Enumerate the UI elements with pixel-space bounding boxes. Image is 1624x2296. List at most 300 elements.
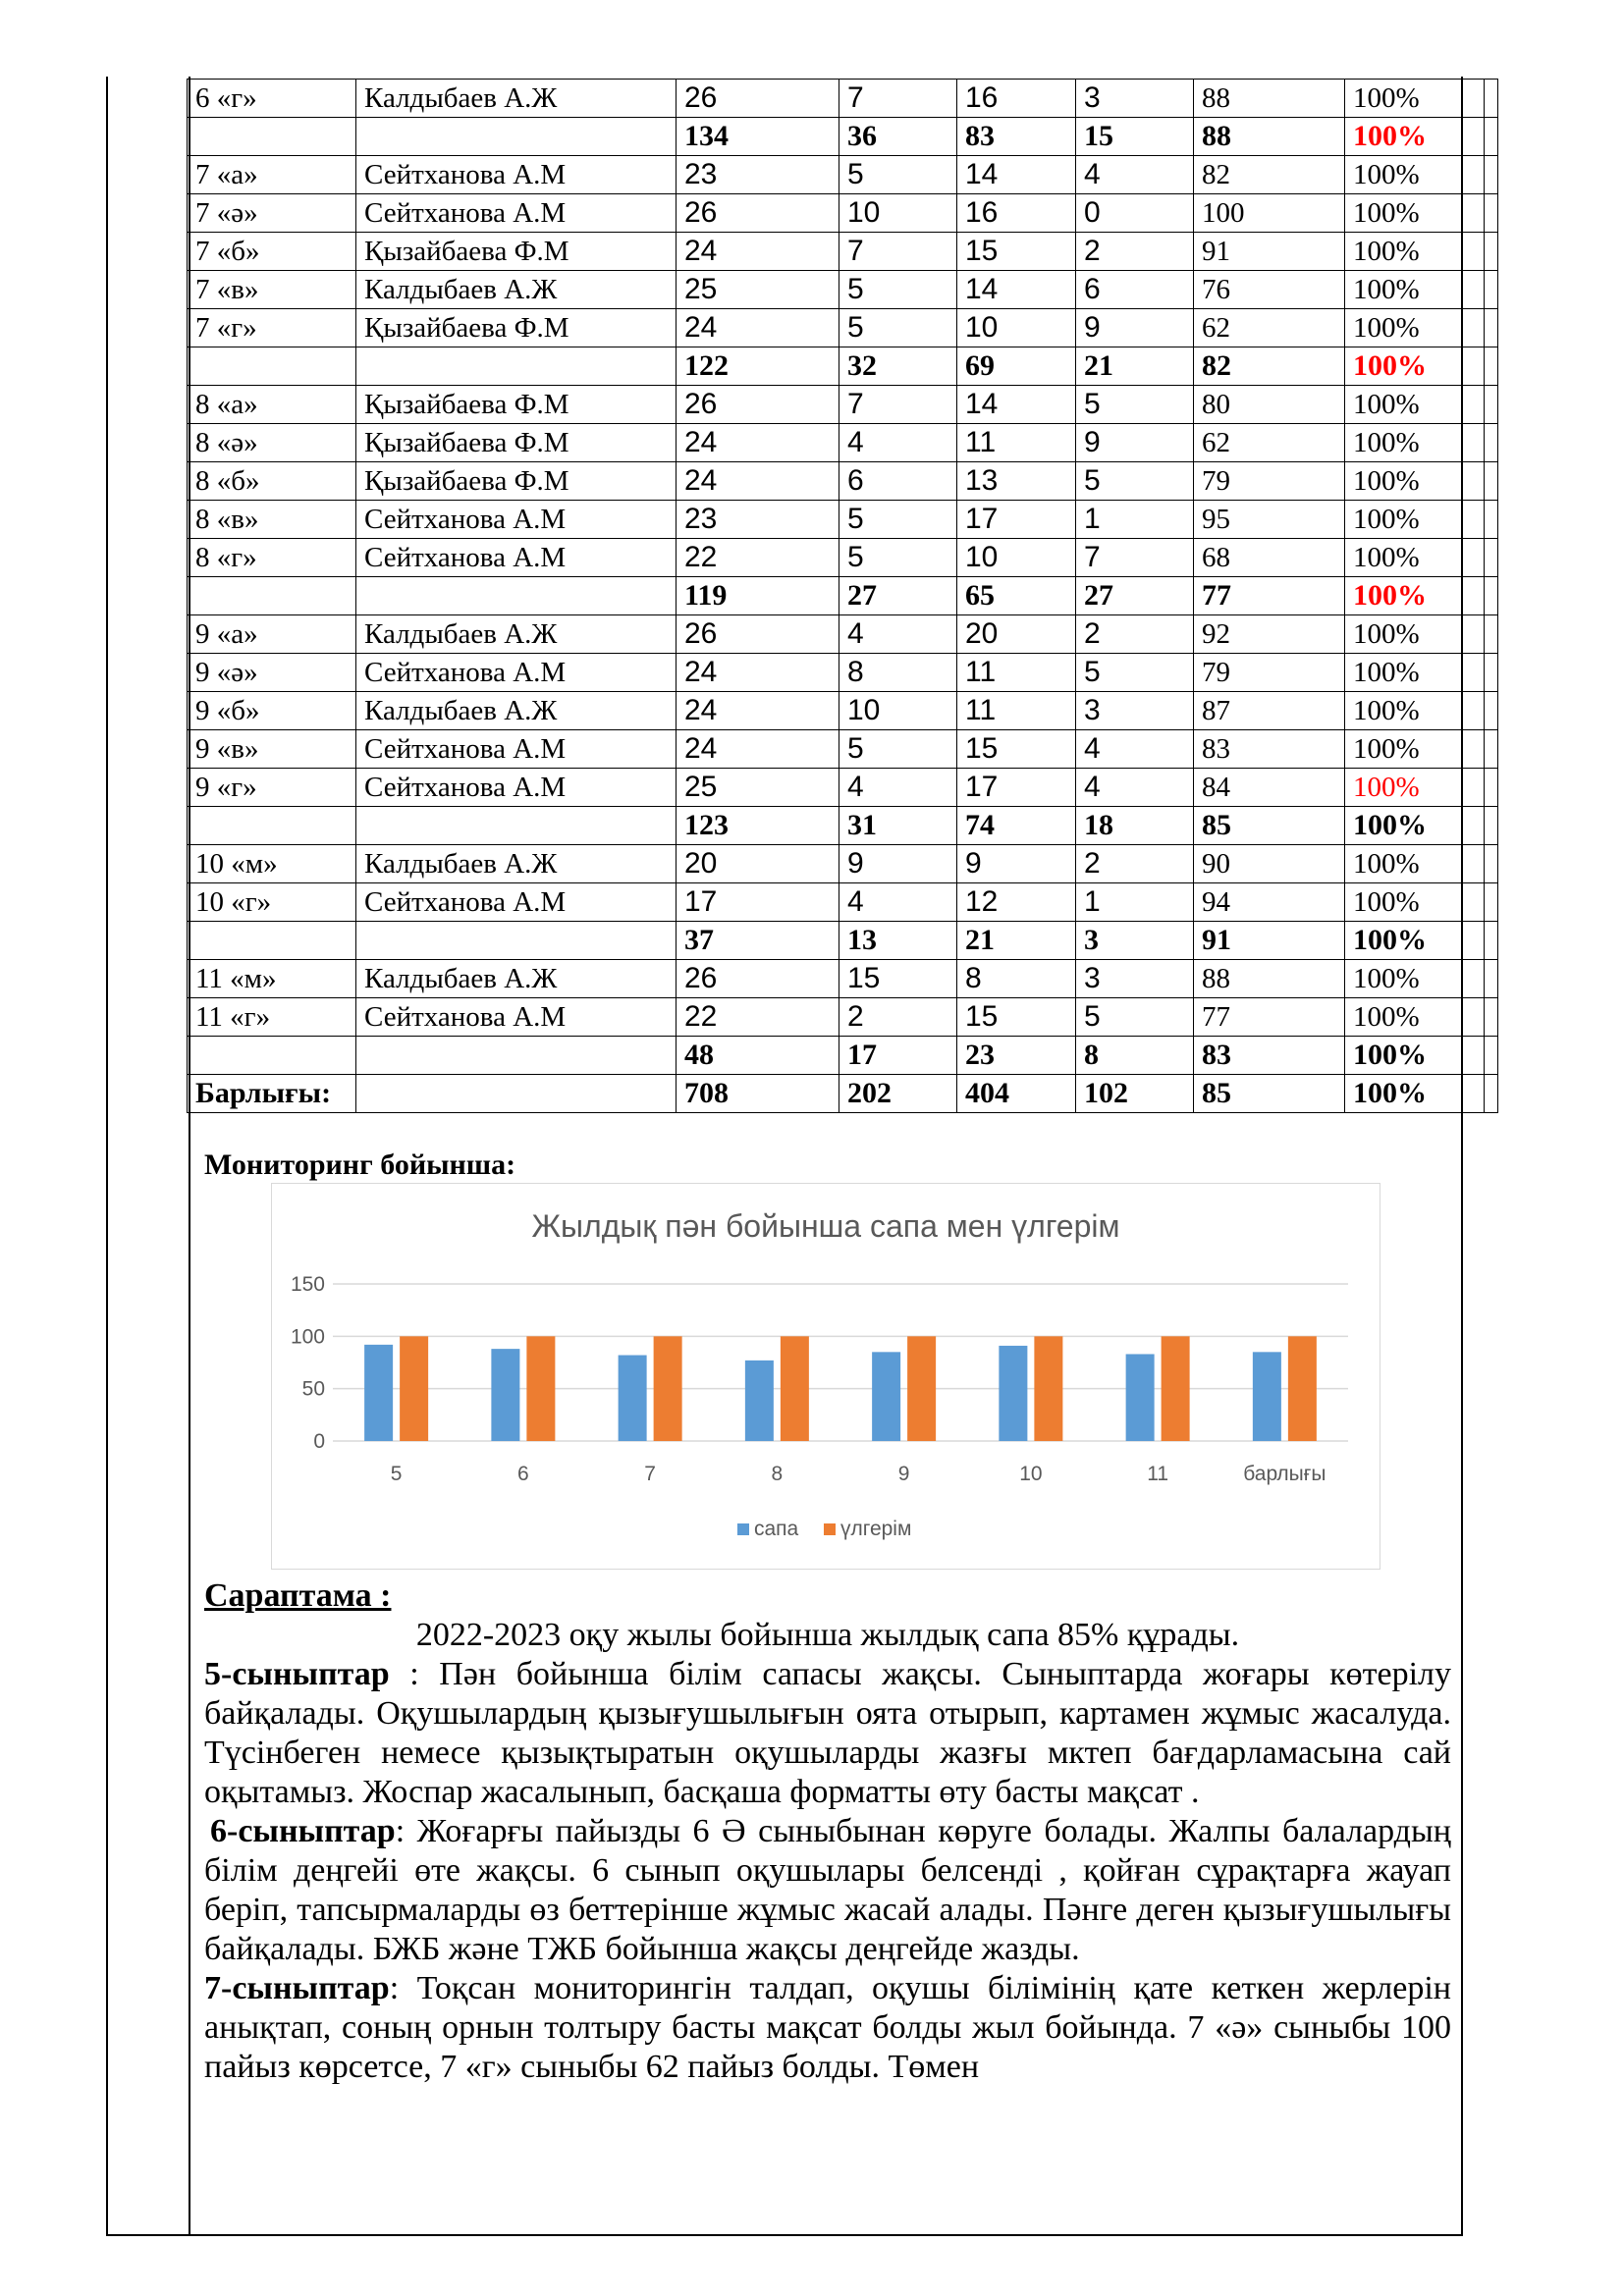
progress-cell: 100%	[1345, 998, 1485, 1037]
good-cell: 10	[957, 539, 1076, 577]
quality-cell: 88	[1194, 960, 1345, 998]
grand-total-row	[188, 1075, 1498, 1113]
spacer-cell	[1485, 424, 1498, 462]
teacher-cell: Сейтханова А.М	[356, 769, 677, 807]
spacer-cell	[1485, 577, 1498, 615]
progress-cell: 100%	[1345, 539, 1485, 577]
y-tick-label: 150	[290, 1273, 325, 1296]
bar-quality	[872, 1352, 900, 1441]
total-cell: 48	[677, 1037, 839, 1075]
bar-progress	[400, 1336, 428, 1441]
excellent-cell: 27	[839, 577, 957, 615]
class-cell	[188, 118, 356, 156]
spacer-cell	[1485, 156, 1498, 194]
class-cell: 8 «ә»	[188, 424, 356, 462]
progress-cell: 100%	[1345, 233, 1485, 271]
class-cell: 8 «а»	[188, 386, 356, 424]
chart-title: Жылдық пән бойынша сапа мен үлгерім	[531, 1208, 1120, 1244]
good-cell: 21	[957, 922, 1076, 960]
good-cell: 14	[957, 271, 1076, 309]
progress-cell: 100%	[1345, 309, 1485, 347]
satisfactory-cell: 1	[1076, 883, 1194, 922]
good-cell: 14	[957, 156, 1076, 194]
monitoring-caption: Мониторинг бойынша:	[204, 1148, 516, 1181]
quality-cell: 88	[1194, 118, 1345, 156]
spacer-cell	[1485, 462, 1498, 501]
total-cell: 26	[677, 194, 839, 233]
progress-cell: 100%	[1345, 654, 1485, 692]
table-row	[188, 501, 1498, 539]
excellent-cell: 15	[839, 960, 957, 998]
satisfactory-cell: 18	[1076, 807, 1194, 845]
quality-cell: 80	[1194, 386, 1345, 424]
quality-cell: 77	[1194, 577, 1345, 615]
satisfactory-cell: 6	[1076, 271, 1194, 309]
y-tick-label: 50	[301, 1377, 325, 1401]
satisfactory-cell: 2	[1076, 845, 1194, 883]
total-cell: 26	[677, 80, 839, 118]
good-cell: 74	[957, 807, 1076, 845]
spacer-cell	[1485, 769, 1498, 807]
total-cell: 22	[677, 539, 839, 577]
class-cell: 8 «б»	[188, 462, 356, 501]
satisfactory-cell: 1	[1076, 501, 1194, 539]
x-tick-label: 10	[1019, 1463, 1043, 1485]
total-cell: 24	[677, 233, 839, 271]
subtotal-row	[188, 922, 1498, 960]
satisfactory-cell: 8	[1076, 1037, 1194, 1075]
good-cell: 9	[957, 845, 1076, 883]
teacher-cell: Сейтханова А.М	[356, 156, 677, 194]
satisfactory-cell: 2	[1076, 233, 1194, 271]
class-cell	[188, 577, 356, 615]
excellent-cell: 10	[839, 692, 957, 730]
spacer-cell	[1485, 309, 1498, 347]
teacher-cell: Калдыбаев А.Ж	[356, 960, 677, 998]
teacher-cell: Сейтханова А.М	[356, 539, 677, 577]
progress-cell: 100%	[1345, 692, 1485, 730]
grades-table	[187, 79, 1498, 1113]
excellent-cell: 5	[839, 309, 957, 347]
quality-cell: 68	[1194, 539, 1345, 577]
analysis-summary: 2022-2023 оқу жылы бойынша жылдық сапа 85% құрады.	[415, 1617, 1240, 1653]
satisfactory-cell: 3	[1076, 922, 1194, 960]
bar-progress	[1162, 1336, 1190, 1441]
quality-cell: 95	[1194, 501, 1345, 539]
teacher-cell	[356, 1037, 677, 1075]
table-row	[188, 998, 1498, 1037]
progress-cell: 100%	[1345, 462, 1485, 501]
excellent-cell: 6	[839, 462, 957, 501]
bar-progress	[781, 1336, 809, 1441]
total-cell: 17	[677, 883, 839, 922]
teacher-cell	[356, 922, 677, 960]
total-cell: 24	[677, 424, 839, 462]
excellent-cell: 7	[839, 80, 957, 118]
analysis-paragraph-5	[204, 1655, 1451, 1812]
spacer-cell	[1485, 271, 1498, 309]
spacer-cell	[1485, 194, 1498, 233]
progress-cell: 100%	[1345, 156, 1485, 194]
spacer-cell	[1485, 692, 1498, 730]
good-cell: 16	[957, 194, 1076, 233]
excellent-cell: 4	[839, 883, 957, 922]
teacher-cell: Сейтханова А.М	[356, 194, 677, 233]
bar-progress	[1288, 1336, 1317, 1441]
x-tick-label: 11	[1147, 1463, 1169, 1485]
progress-cell: 100%	[1345, 883, 1485, 922]
subtotal-row	[188, 807, 1498, 845]
quality-cell: 92	[1194, 615, 1345, 654]
good-cell: 10	[957, 309, 1076, 347]
table-row	[188, 271, 1498, 309]
table-row	[188, 769, 1498, 807]
teacher-cell: Калдыбаев А.Ж	[356, 271, 677, 309]
progress-cell: 100%	[1345, 501, 1485, 539]
table-row	[188, 462, 1498, 501]
class-cell: 8 «г»	[188, 539, 356, 577]
total-cell: 24	[677, 309, 839, 347]
progress-cell: 100%	[1345, 577, 1485, 615]
spacer-cell	[1485, 807, 1498, 845]
total-cell: 123	[677, 807, 839, 845]
y-tick-label: 0	[313, 1430, 325, 1453]
total-cell: 24	[677, 692, 839, 730]
quality-cell: 91	[1194, 922, 1345, 960]
total-cell: 24	[677, 730, 839, 769]
spacer-cell	[1485, 233, 1498, 271]
teacher-cell: Калдыбаев А.Ж	[356, 692, 677, 730]
good-cell: 8	[957, 960, 1076, 998]
total-cell: 119	[677, 577, 839, 615]
quality-cell: 88	[1194, 80, 1345, 118]
bar-quality	[364, 1345, 393, 1441]
bar-quality	[491, 1349, 519, 1441]
satisfactory-cell: 5	[1076, 998, 1194, 1037]
bar-chart	[272, 1184, 1380, 1569]
progress-cell: 100%	[1345, 769, 1485, 807]
frame-bottom-border	[106, 2234, 1463, 2236]
good-cell: 11	[957, 424, 1076, 462]
class-cell: 9 «в»	[188, 730, 356, 769]
progress-cell: 100%	[1345, 845, 1485, 883]
teacher-cell: Қызайбаева Ф.М	[356, 233, 677, 271]
progress-cell: 100%	[1345, 194, 1485, 233]
satisfactory-cell: 102	[1076, 1075, 1194, 1113]
paragraph-label: 7-сыныптар	[204, 1970, 390, 2006]
satisfactory-cell: 15	[1076, 118, 1194, 156]
paragraph-text: : Тоқсан мониторингін талдап, оқушы білімінің қате кеткен жерлерін анықтап, соның орнын толтыру басты мақсат болды жыл бойында. 7 «ә» сыныбы 100 пайыз көрсетсе, 7 «г» сыныбы 62 пайыз болды. Төмен	[204, 1970, 1451, 2085]
paragraph-label: 6-сыныптар	[210, 1813, 396, 1849]
subtotal-row	[188, 347, 1498, 386]
excellent-cell: 13	[839, 922, 957, 960]
quality-cell: 62	[1194, 309, 1345, 347]
spacer-cell	[1485, 80, 1498, 118]
excellent-cell: 5	[839, 501, 957, 539]
total-cell: 24	[677, 654, 839, 692]
good-cell: 20	[957, 615, 1076, 654]
total-cell: 134	[677, 118, 839, 156]
satisfactory-cell: 3	[1076, 960, 1194, 998]
progress-cell: 100%	[1345, 922, 1485, 960]
spacer-cell	[1485, 730, 1498, 769]
analysis-paragraph-6	[204, 1812, 1451, 1969]
total-cell: 22	[677, 998, 839, 1037]
good-cell: 14	[957, 386, 1076, 424]
bar-quality	[745, 1361, 774, 1441]
spacer-cell	[1485, 845, 1498, 883]
spacer-cell	[1485, 118, 1498, 156]
spacer-cell	[1485, 501, 1498, 539]
progress-cell: 100%	[1345, 271, 1485, 309]
legend-swatch	[824, 1523, 836, 1535]
total-cell: 25	[677, 271, 839, 309]
class-cell: 9 «а»	[188, 615, 356, 654]
quality-cell: 91	[1194, 233, 1345, 271]
bar-quality	[619, 1356, 647, 1441]
good-cell: 17	[957, 501, 1076, 539]
class-cell: 9 «ә»	[188, 654, 356, 692]
spacer-cell	[1485, 386, 1498, 424]
teacher-cell	[356, 118, 677, 156]
satisfactory-cell: 5	[1076, 462, 1194, 501]
spacer-cell	[1485, 539, 1498, 577]
good-cell: 65	[957, 577, 1076, 615]
table-row	[188, 615, 1498, 654]
quality-cell: 62	[1194, 424, 1345, 462]
class-cell: 10 «г»	[188, 883, 356, 922]
progress-cell: 100%	[1345, 118, 1485, 156]
spacer-cell	[1485, 654, 1498, 692]
teacher-cell	[356, 807, 677, 845]
teacher-cell: Сейтханова А.М	[356, 654, 677, 692]
good-cell: 404	[957, 1075, 1076, 1113]
teacher-cell: Калдыбаев А.Ж	[356, 845, 677, 883]
table-row	[188, 960, 1498, 998]
teacher-cell: Қызайбаева Ф.М	[356, 309, 677, 347]
subtotal-row	[188, 577, 1498, 615]
class-cell: 7 «в»	[188, 271, 356, 309]
excellent-cell: 36	[839, 118, 957, 156]
table-row	[188, 424, 1498, 462]
spacer-cell	[1485, 615, 1498, 654]
quality-cell: 85	[1194, 807, 1345, 845]
satisfactory-cell: 0	[1076, 194, 1194, 233]
satisfactory-cell: 2	[1076, 615, 1194, 654]
quality-cell: 79	[1194, 462, 1345, 501]
class-cell: 10 «м»	[188, 845, 356, 883]
good-cell: 12	[957, 883, 1076, 922]
subtotal-row	[188, 1037, 1498, 1075]
satisfactory-cell: 5	[1076, 386, 1194, 424]
x-tick-label: 7	[644, 1463, 656, 1485]
quality-cell: 83	[1194, 1037, 1345, 1075]
class-cell: 8 «в»	[188, 501, 356, 539]
teacher-cell	[356, 1075, 677, 1113]
bar-progress	[526, 1336, 555, 1441]
class-cell	[188, 347, 356, 386]
bar-quality	[1126, 1354, 1155, 1441]
legend-swatch	[737, 1523, 749, 1535]
table-row	[188, 233, 1498, 271]
total-cell: 25	[677, 769, 839, 807]
paragraph-text: : Пән бойынша білім сапасы жақсы. Сыныптарда жоғары көтерілу байқалады. Оқушылардың қызығушылығын оята отырып, картамен жұмыс жасалуда. Түсінбеген немесе қызықтыратын оқушыларды жазғы мктеп бағдарламасына сай оқытамыз. Жоспар жасалынып, басқаша форматты өту басты мақсат .	[204, 1656, 1451, 1810]
excellent-cell: 5	[839, 156, 957, 194]
quality-cell: 77	[1194, 998, 1345, 1037]
excellent-cell: 7	[839, 386, 957, 424]
paragraph-label: 5-сыныптар	[204, 1656, 390, 1692]
total-cell: 23	[677, 501, 839, 539]
progress-cell: 100%	[1345, 424, 1485, 462]
spacer-cell	[1485, 960, 1498, 998]
analysis-section	[204, 1576, 1451, 2087]
progress-cell: 100%	[1345, 615, 1485, 654]
table-row	[188, 386, 1498, 424]
satisfactory-cell: 4	[1076, 730, 1194, 769]
excellent-cell: 8	[839, 654, 957, 692]
excellent-cell: 5	[839, 730, 957, 769]
frame-left-border	[106, 77, 108, 2236]
progress-cell: 100%	[1345, 730, 1485, 769]
y-tick-label: 100	[290, 1325, 325, 1349]
chart-container	[271, 1183, 1380, 1570]
satisfactory-cell: 4	[1076, 769, 1194, 807]
spacer-cell	[1485, 347, 1498, 386]
table-row	[188, 654, 1498, 692]
satisfactory-cell: 3	[1076, 80, 1194, 118]
table-row	[188, 539, 1498, 577]
bar-quality	[999, 1346, 1027, 1441]
total-cell: 26	[677, 960, 839, 998]
progress-cell: 100%	[1345, 807, 1485, 845]
class-cell: Барлығы:	[188, 1075, 356, 1113]
progress-cell: 100%	[1345, 960, 1485, 998]
excellent-cell: 2	[839, 998, 957, 1037]
table-row	[188, 845, 1498, 883]
total-cell: 26	[677, 615, 839, 654]
satisfactory-cell: 9	[1076, 309, 1194, 347]
bar-progress	[907, 1336, 936, 1441]
excellent-cell: 202	[839, 1075, 957, 1113]
total-cell: 24	[677, 462, 839, 501]
class-cell: 9 «г»	[188, 769, 356, 807]
excellent-cell: 17	[839, 1037, 957, 1075]
progress-cell: 100%	[1345, 1075, 1485, 1113]
quality-cell: 90	[1194, 845, 1345, 883]
good-cell: 15	[957, 998, 1076, 1037]
table-row	[188, 194, 1498, 233]
class-cell: 9 «б»	[188, 692, 356, 730]
excellent-cell: 4	[839, 615, 957, 654]
spacer-cell	[1485, 998, 1498, 1037]
satisfactory-cell: 9	[1076, 424, 1194, 462]
total-cell: 122	[677, 347, 839, 386]
x-tick-label: 6	[517, 1463, 529, 1485]
total-cell: 37	[677, 922, 839, 960]
excellent-cell: 31	[839, 807, 957, 845]
satisfactory-cell: 3	[1076, 692, 1194, 730]
table-row	[188, 309, 1498, 347]
progress-cell: 100%	[1345, 386, 1485, 424]
good-cell: 23	[957, 1037, 1076, 1075]
class-cell	[188, 922, 356, 960]
good-cell: 13	[957, 462, 1076, 501]
satisfactory-cell: 5	[1076, 654, 1194, 692]
total-cell: 23	[677, 156, 839, 194]
satisfactory-cell: 21	[1076, 347, 1194, 386]
spacer-cell	[1485, 922, 1498, 960]
quality-cell: 84	[1194, 769, 1345, 807]
total-cell: 20	[677, 845, 839, 883]
quality-cell: 82	[1194, 347, 1345, 386]
good-cell: 11	[957, 692, 1076, 730]
table-row	[188, 692, 1498, 730]
bar-progress	[1034, 1336, 1062, 1441]
table-row	[188, 730, 1498, 769]
quality-cell: 79	[1194, 654, 1345, 692]
total-cell: 26	[677, 386, 839, 424]
bar-quality	[1253, 1352, 1281, 1441]
bar-progress	[654, 1336, 682, 1441]
analysis-paragraph-7	[204, 1969, 1451, 2087]
quality-cell: 83	[1194, 730, 1345, 769]
spacer-cell	[1485, 1075, 1498, 1113]
excellent-cell: 7	[839, 233, 957, 271]
teacher-cell: Қызайбаева Ф.М	[356, 386, 677, 424]
teacher-cell: Калдыбаев А.Ж	[356, 80, 677, 118]
satisfactory-cell: 7	[1076, 539, 1194, 577]
x-tick-label: 8	[771, 1463, 784, 1485]
teacher-cell: Сейтханова А.М	[356, 730, 677, 769]
quality-cell: 85	[1194, 1075, 1345, 1113]
total-cell: 708	[677, 1075, 839, 1113]
analysis-heading: Сараптама :	[204, 1577, 392, 1614]
x-tick-label: барлығы	[1243, 1463, 1326, 1485]
subtotal-row	[188, 118, 1498, 156]
spacer-cell	[1485, 883, 1498, 922]
excellent-cell: 4	[839, 424, 957, 462]
class-cell	[188, 1037, 356, 1075]
teacher-cell	[356, 577, 677, 615]
class-cell: 7 «б»	[188, 233, 356, 271]
good-cell: 16	[957, 80, 1076, 118]
excellent-cell: 9	[839, 845, 957, 883]
table-row	[188, 80, 1498, 118]
class-cell: 7 «г»	[188, 309, 356, 347]
quality-cell: 87	[1194, 692, 1345, 730]
table-row	[188, 156, 1498, 194]
good-cell: 15	[957, 233, 1076, 271]
x-tick-label: 5	[390, 1463, 403, 1485]
spacer-cell	[1485, 1037, 1498, 1075]
progress-cell: 100%	[1345, 1037, 1485, 1075]
good-cell: 11	[957, 654, 1076, 692]
teacher-cell: Калдыбаев А.Ж	[356, 615, 677, 654]
teacher-cell: Қызайбаева Ф.М	[356, 462, 677, 501]
class-cell: 11 «м»	[188, 960, 356, 998]
legend-label: үлгерім	[840, 1518, 912, 1540]
teacher-cell	[356, 347, 677, 386]
teacher-cell: Сейтханова А.М	[356, 998, 677, 1037]
class-cell: 7 «а»	[188, 156, 356, 194]
progress-cell: 100%	[1345, 347, 1485, 386]
good-cell: 15	[957, 730, 1076, 769]
teacher-cell: Қызайбаева Ф.М	[356, 424, 677, 462]
progress-cell: 100%	[1345, 80, 1485, 118]
class-cell: 6 «г»	[188, 80, 356, 118]
satisfactory-cell: 4	[1076, 156, 1194, 194]
legend-label: сапа	[754, 1518, 799, 1540]
